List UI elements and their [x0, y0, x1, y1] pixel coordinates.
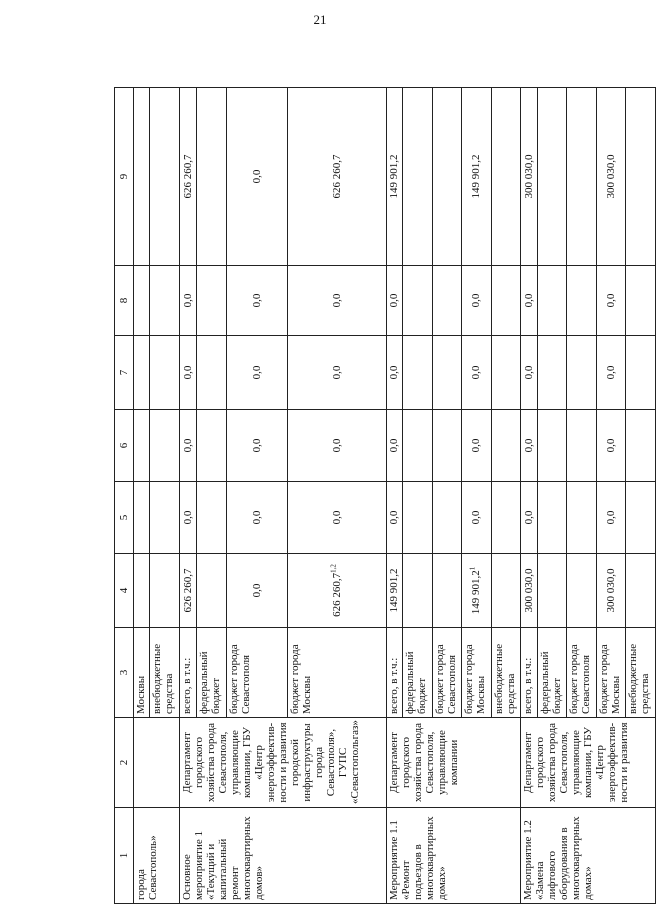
cell-value: 300 030,0 [521, 554, 537, 628]
cell-empty [491, 410, 521, 482]
table-row [179, 88, 197, 904]
cell-source: бюджет города Москвы [596, 628, 626, 718]
cell-measure-name: Мероприятие 1.2 «Замена лифтового оборудования в многоквартирных домах» [521, 808, 656, 904]
cell-empty [402, 88, 432, 266]
cell-value: 0,0 [462, 336, 492, 410]
cell-value: 0,0 [462, 266, 492, 336]
cell-value: 0,0 [462, 410, 492, 482]
cell-source: Москвы [133, 628, 149, 718]
cell-value: 300 030,0 [596, 88, 626, 266]
cell-measure-name: Основное мероприятие 1 «Текущий и капитальный ремонт многоквартирных домов» [179, 808, 386, 904]
cell-value: 300 030,0 [521, 88, 537, 266]
cell-value: 626 260,7 [179, 554, 197, 628]
cell-empty [626, 554, 656, 628]
cell-value: 0,0 [226, 482, 287, 554]
table-rotated-container [114, 88, 656, 904]
cell-empty [432, 482, 462, 554]
cell-empty [133, 88, 149, 266]
col-header: 2 [115, 718, 134, 808]
cell-value: 626 260,7 [179, 88, 197, 266]
cell-executor: Департамент городского хозяйства города Севастополя, управляющие компании, ГБУ «Центр энергоэффектив-ности и развития [521, 718, 656, 808]
cell-value: 149 901,2 [462, 88, 492, 266]
cell-source: бюджет города Севастополя [226, 628, 287, 718]
cell-empty [567, 88, 597, 266]
cell-empty [402, 266, 432, 336]
cell-value: 0,0 [386, 336, 402, 410]
cell-value: 0,0 [179, 266, 197, 336]
cell-empty [626, 336, 656, 410]
cell-empty [491, 266, 521, 336]
cell-value: 0,0 [287, 266, 386, 336]
cell-empty [197, 410, 227, 482]
cell-continuation: города Севастополь» [133, 808, 179, 904]
cell-measure-name: Мероприятие 1.1 «Ремонт подъездов в многоквартирных домах» [386, 808, 521, 904]
cell-empty [402, 336, 432, 410]
cell-value: 0,0 [386, 482, 402, 554]
cell-value: 149 901,2 [386, 88, 402, 266]
cell-value: 0,0 [386, 410, 402, 482]
cell-empty [402, 554, 432, 628]
cell-empty [537, 554, 567, 628]
cell-empty [432, 554, 462, 628]
cell-source: бюджет города Москвы [287, 628, 386, 718]
cell-empty [150, 410, 180, 482]
cell-empty [567, 410, 597, 482]
cell-empty [133, 336, 149, 410]
cell-value: 0,0 [596, 482, 626, 554]
cell-source: всего, в т.ч.: [179, 628, 197, 718]
cell-value: 0,0 [179, 410, 197, 482]
col-header: 9 [115, 88, 134, 266]
cell-empty [133, 266, 149, 336]
cell-empty [150, 336, 180, 410]
cell-empty [626, 266, 656, 336]
cell-source: всего, в т.ч.: [521, 628, 537, 718]
cell-empty [150, 482, 180, 554]
cell-empty [432, 410, 462, 482]
cell-source: внебюджетные средства [626, 628, 656, 718]
budget-table [114, 88, 656, 904]
cell-empty [133, 482, 149, 554]
cell-value [462, 554, 492, 628]
cell-empty [491, 88, 521, 266]
cell-empty [197, 266, 227, 336]
col-header: 8 [115, 266, 134, 336]
cell-empty [537, 336, 567, 410]
cell-value: 0,0 [386, 266, 402, 336]
cell-empty [432, 336, 462, 410]
cell-empty [567, 482, 597, 554]
cell-value: 0,0 [596, 336, 626, 410]
table-row [133, 88, 149, 904]
cell-value: 0,0 [521, 266, 537, 336]
cell-source: всего, в т.ч.: [386, 628, 402, 718]
cell-value: 0,0 [521, 336, 537, 410]
cell-value: 0,0 [287, 410, 386, 482]
cell-value: 0,0 [226, 266, 287, 336]
cell-empty [537, 266, 567, 336]
cell-value: 300 030,0 [596, 554, 626, 628]
cell-empty [133, 410, 149, 482]
col-header: 1 [115, 808, 134, 904]
cell-source: федеральный бюджет [197, 628, 227, 718]
cell-source: бюджет города Москвы [462, 628, 492, 718]
cell-empty [197, 554, 227, 628]
cell-value: 0,0 [462, 482, 492, 554]
cell-empty [537, 410, 567, 482]
col-header: 5 [115, 482, 134, 554]
cell-value: 0,0 [226, 410, 287, 482]
cell-source: бюджет города Севастополя [567, 628, 597, 718]
cell-empty [197, 336, 227, 410]
col-header: 7 [115, 336, 134, 410]
cell-value: 0,0 [226, 88, 287, 266]
cell-value: 0,0 [596, 410, 626, 482]
cell-source: внебюджетные средства [491, 628, 521, 718]
cell-empty [491, 554, 521, 628]
cell-empty [432, 88, 462, 266]
value-text: 626 260,7 [330, 572, 343, 617]
cell-empty [432, 266, 462, 336]
cell-empty [133, 554, 149, 628]
page-number: 21 [313, 12, 327, 27]
cell-empty [567, 336, 597, 410]
cell-value: 0,0 [287, 336, 386, 410]
cell-value [287, 554, 386, 628]
cell-executor: Департамент городского хозяйства города Севастополя, управляющие компании, ГБУ «Центр энергоэффектив-ности и развития городской инфраструктуры города Севастополя», ГУПС «Севастопольгаз» [179, 718, 386, 808]
cell-value: 0,0 [287, 482, 386, 554]
cell-empty [150, 88, 180, 266]
cell-empty [197, 482, 227, 554]
cell-empty [491, 482, 521, 554]
cell-value: 0,0 [521, 410, 537, 482]
cell-empty [626, 88, 656, 266]
cell-source: федеральный бюджет [537, 628, 567, 718]
cell-value: 626 260,7 [287, 88, 386, 266]
cell-empty [133, 718, 179, 808]
cell-source: бюджет города Севастополя [432, 628, 462, 718]
cell-empty [626, 482, 656, 554]
cell-empty [402, 482, 432, 554]
cell-empty [567, 554, 597, 628]
cell-empty [150, 266, 180, 336]
cell-executor: Департамент городского хозяйства города Севастополя, управляющие компании [386, 718, 521, 808]
cell-source: федеральный бюджет [402, 628, 432, 718]
col-header: 6 [115, 410, 134, 482]
cell-empty [567, 266, 597, 336]
cell-source: внебюджетные средства [150, 628, 180, 718]
col-header: 3 [115, 628, 134, 718]
cell-empty [197, 88, 227, 266]
col-header: 4 [115, 554, 134, 628]
footnote-marker: 1,2 [329, 564, 338, 573]
cell-empty [626, 410, 656, 482]
cell-value: 0,0 [179, 336, 197, 410]
table-row [521, 88, 537, 904]
cell-value: 0,0 [226, 336, 287, 410]
header-row [115, 88, 134, 904]
cell-value: 0,0 [521, 482, 537, 554]
value-text: 149 901,2 [470, 570, 483, 615]
cell-empty [537, 482, 567, 554]
cell-value: 0,0 [226, 554, 287, 628]
cell-empty [491, 336, 521, 410]
cell-value: 0,0 [596, 266, 626, 336]
table-row [386, 88, 402, 904]
cell-empty [150, 554, 180, 628]
cell-empty [537, 88, 567, 266]
cell-empty [402, 410, 432, 482]
cell-value: 0,0 [179, 482, 197, 554]
footnote-marker: 1 [468, 566, 477, 571]
cell-value: 149 901,2 [386, 554, 402, 628]
